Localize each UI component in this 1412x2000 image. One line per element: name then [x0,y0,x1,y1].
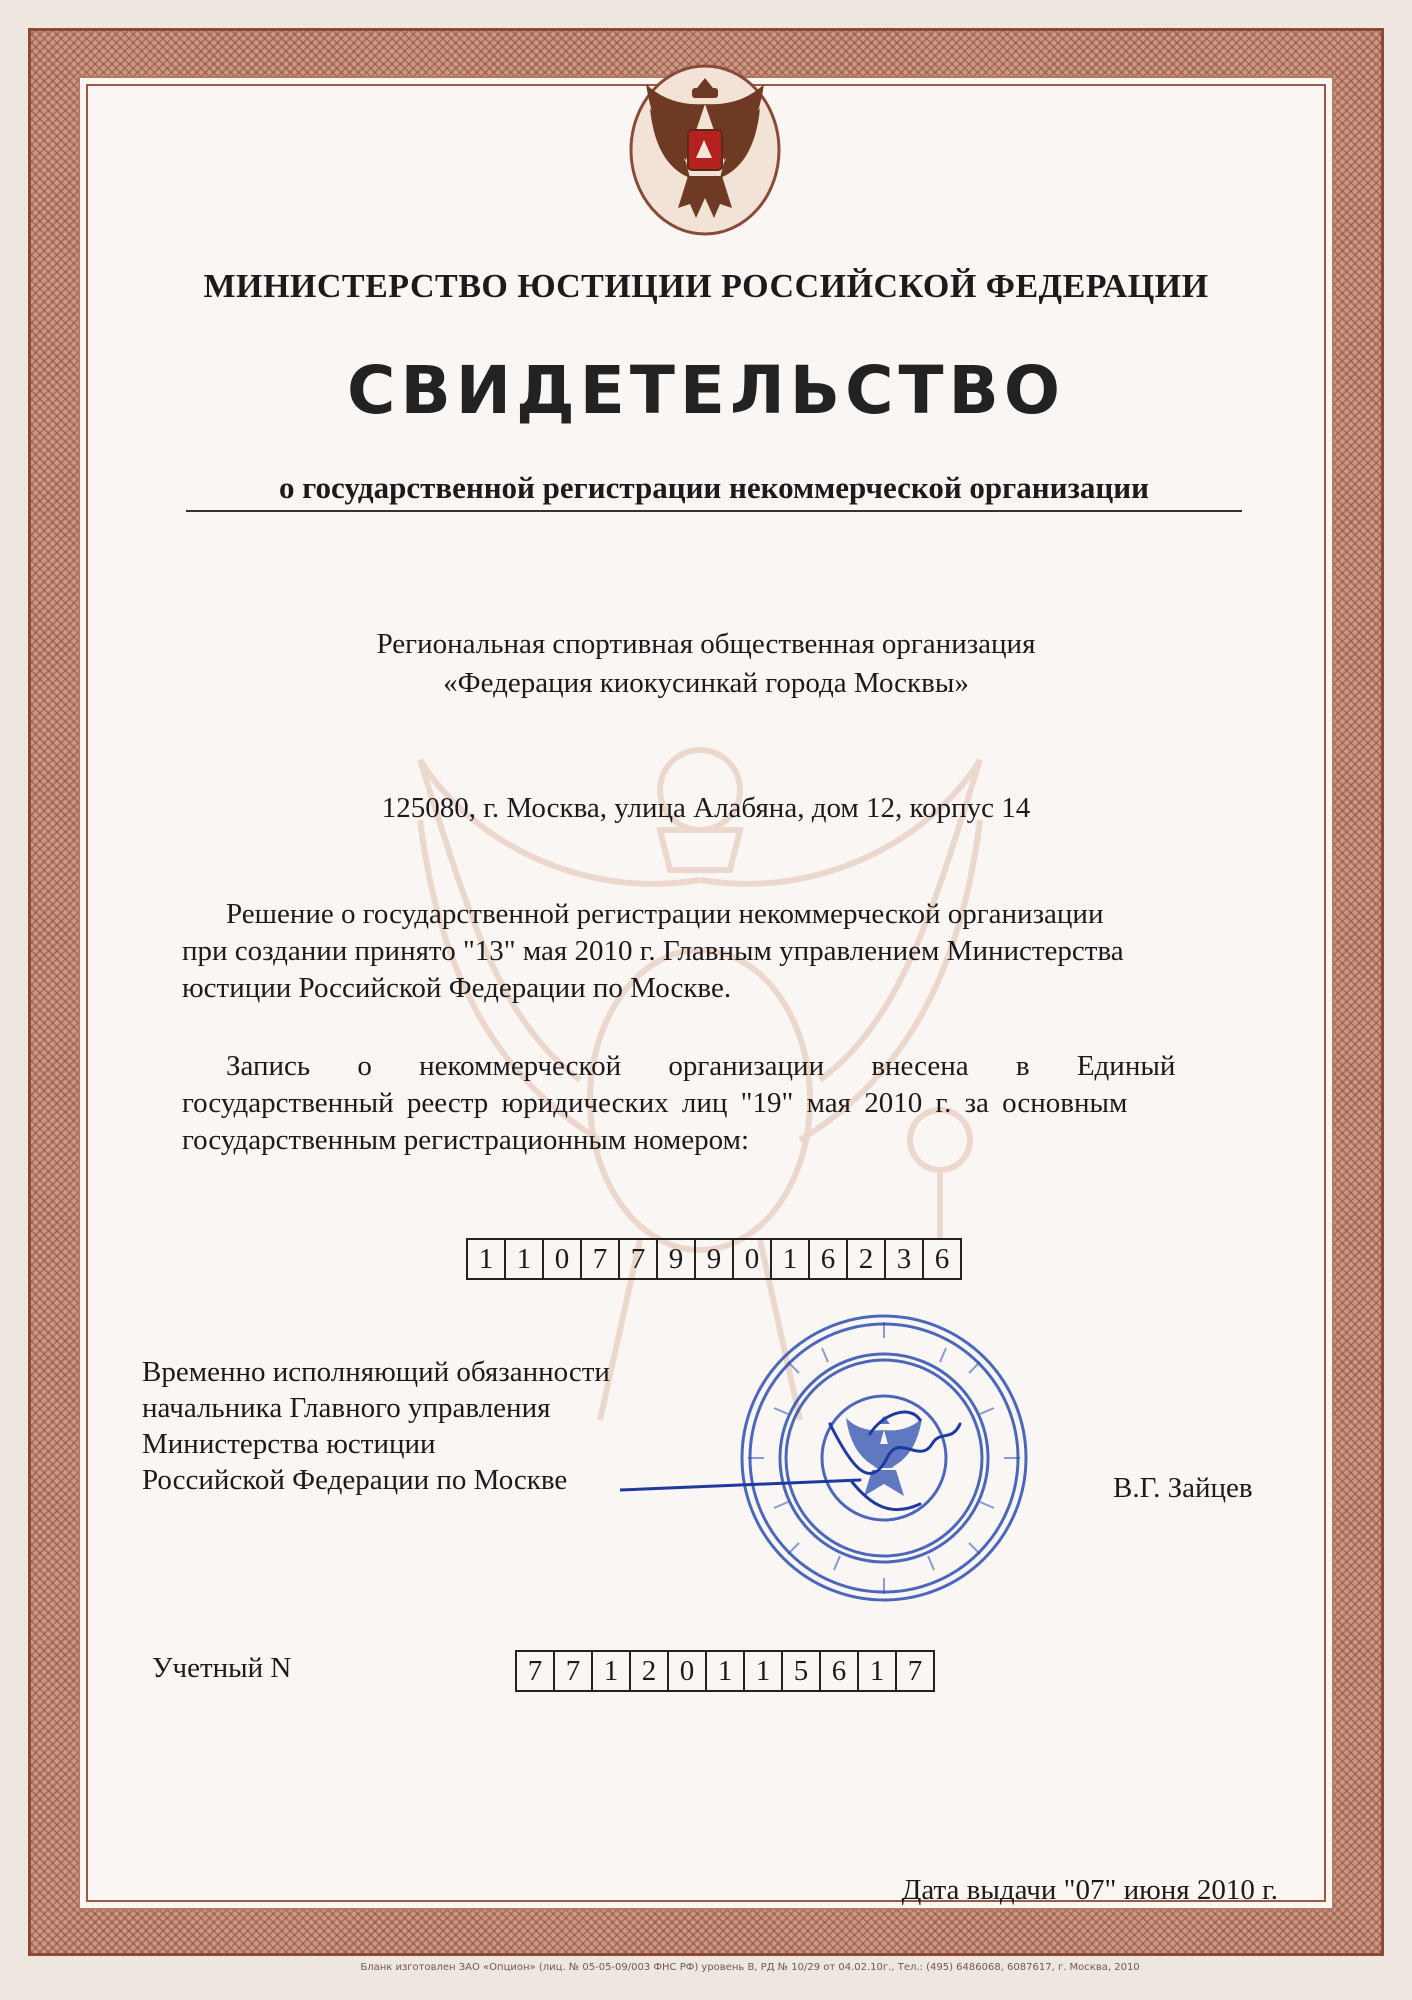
decision-line: юстиции Российской Федерации по Москве. [182,972,732,1004]
account-digit: 1 [859,1652,897,1690]
signatory-position-line: Временно исполняющий обязанности [142,1356,610,1388]
printer-imprint: Бланк изготовлен ЗАО «Опцион» (лиц. № 05-05-09/003 ФНС РФ) уровень В, РД № 10/29 от 04.02.10г., Тел.: (495) 6486068, 6087617, г. Москва, 2010 [360,1962,1140,1973]
issue-date: Дата выдачи "07" июня 2010 г. [901,1874,1278,1906]
account-digit: 0 [669,1652,707,1690]
decision-line: при создании принято "13" мая 2010 г. Главным управлением Министерства [182,935,1124,967]
ogrn-digit: 6 [810,1240,848,1278]
record-line: государственный реестр юридических лиц "19" мая 2010 г. за основным [182,1087,1128,1119]
account-digit: 5 [783,1652,821,1690]
account-digit: 1 [745,1652,783,1690]
decision-line: Решение о государственной регистрации некоммерческой организации [226,898,1104,930]
signatory-name: В.Г. Зайцев [1113,1472,1253,1504]
organization-type: Региональная спортивная общественная организация [376,628,1036,660]
account-digit: 2 [631,1652,669,1690]
ogrn-digit: 2 [848,1240,886,1278]
certificate-subtitle: о государственной регистрации некоммерческой организации [186,470,1242,512]
organization-address: 125080, г. Москва, улица Алабяна, дом 12, корпус 14 [381,792,1031,824]
ogrn-number-boxes [466,1238,962,1280]
record-line: государственным регистрационным номером: [182,1124,750,1156]
account-digit: 7 [555,1652,593,1690]
coat-of-arms-icon [626,58,784,236]
account-digit: 6 [821,1652,859,1690]
ogrn-digit: 1 [506,1240,544,1278]
account-digit: 1 [593,1652,631,1690]
ogrn-digit: 1 [468,1240,506,1278]
account-digit: 7 [517,1652,555,1690]
signatory-position [142,1354,610,1498]
ogrn-digit: 0 [544,1240,582,1278]
decision-paragraph [182,896,1286,1007]
account-number-boxes [515,1650,935,1692]
account-digit: 1 [707,1652,745,1690]
ogrn-digit: 6 [934,1242,950,1275]
ogrn-digit: 9 [658,1240,696,1278]
signatory-position-line: начальника Главного управления [142,1392,551,1424]
record-line: Запись о некоммерческой организации внесена в Единый [226,1050,1176,1082]
ogrn-digit: 9 [696,1240,734,1278]
certificate-title: СВИДЕТЕЛЬСТВО [347,352,1065,429]
account-number-label: Учетный N [152,1652,292,1684]
signatory-position-line: Министерства юстиции [142,1428,436,1460]
record-paragraph [182,1048,1286,1159]
ogrn-digit: 3 [886,1240,924,1278]
account-digit: 7 [907,1654,923,1687]
ogrn-digit: 0 [734,1240,772,1278]
ogrn-digit: 1 [772,1240,810,1278]
ogrn-digit: 7 [582,1240,620,1278]
signatory-position-line: Российской Федерации по Москве [142,1464,568,1496]
signature-icon [620,1394,980,1534]
organization-name: «Федерация киокусинкай города Москвы» [443,667,969,699]
ogrn-digit: 7 [620,1240,658,1278]
ministry-heading: МИНИСТЕРСТВО ЮСТИЦИИ РОССИЙСКОЙ ФЕДЕРАЦИИ [203,268,1209,305]
